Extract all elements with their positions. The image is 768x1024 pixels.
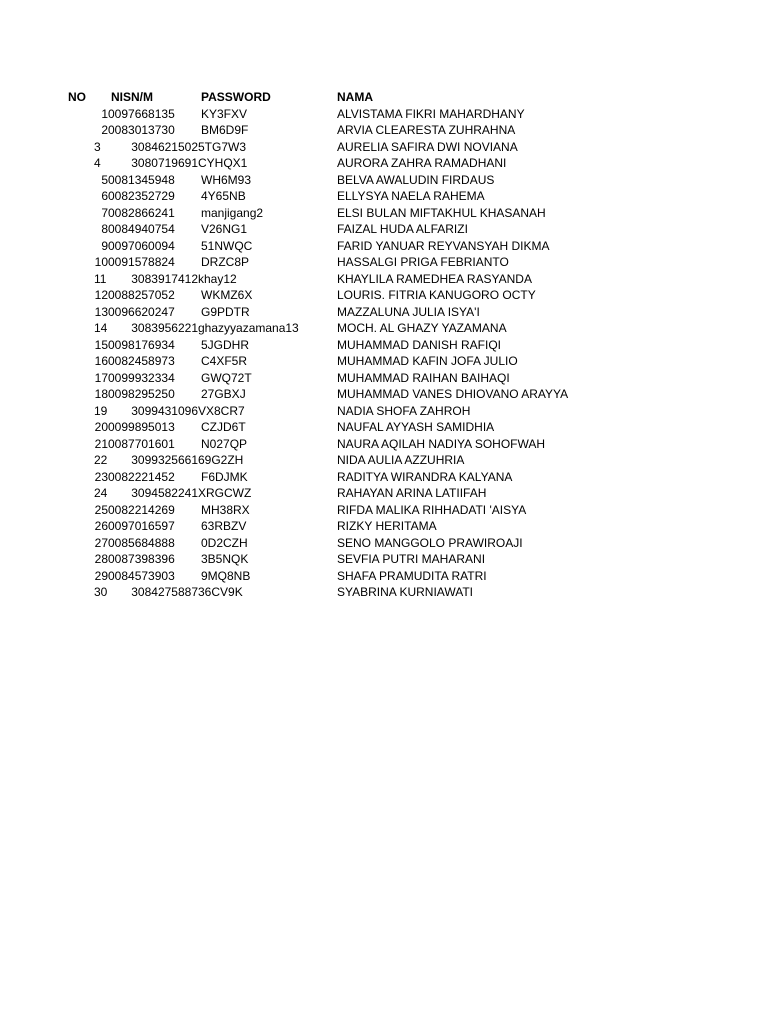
cell-password: V26NG1 xyxy=(201,222,248,236)
cell-nama: SHAFA PRAMUDITA RATRI xyxy=(337,568,487,583)
cell-password: 63RBZV xyxy=(201,519,247,533)
cell-nisn: 3084275887 xyxy=(131,585,198,599)
table-row xyxy=(0,304,768,321)
cell-nama: NADIA SHOFA ZAHROH xyxy=(337,403,471,418)
cell-nama: NIDA AULIA AZZUHRIA xyxy=(337,453,465,467)
cell-no: 8 xyxy=(101,222,108,236)
cell-password: GWQ72T xyxy=(201,370,252,385)
table-row xyxy=(0,172,768,189)
cell-no: 30 xyxy=(94,585,108,599)
cell-password: 5TG7W3 xyxy=(198,139,247,154)
cell-nama: SEVFIA PUTRI MAHARANI xyxy=(337,552,486,566)
cell-password: 0D2CZH xyxy=(201,535,248,550)
cell-nisn: 3094582241 xyxy=(131,486,198,500)
cell-password: XRGCWZ xyxy=(198,486,252,500)
cell-nisn: 0082221452 xyxy=(108,469,175,484)
cell-no: 2 xyxy=(101,123,108,137)
cell-no: 15 xyxy=(94,337,108,352)
cell-nisn: 0099932334 xyxy=(108,370,175,385)
cell-nisn: 0091578824 xyxy=(108,255,175,269)
cell-no: 24 xyxy=(94,486,108,500)
cell-password: CYHQX1 xyxy=(198,156,248,170)
cell-nisn: 0085684888 xyxy=(108,535,175,550)
cell-nisn: 0082866241 xyxy=(108,205,175,220)
cell-password: 4Y65NB xyxy=(201,189,246,203)
cell-nama: FARID YANUAR REYVANSYAH DIKMA xyxy=(337,238,550,253)
cell-no: 5 xyxy=(101,172,108,187)
cell-no: 6 xyxy=(101,189,108,203)
cell-nisn: 3084621502 xyxy=(131,139,198,154)
student-table xyxy=(0,89,768,601)
cell-no: 28 xyxy=(94,552,108,566)
cell-nama: SENO MANGGOLO PRAWIROAJI xyxy=(337,535,523,550)
table-row xyxy=(0,436,768,453)
cell-nisn: 0087398396 xyxy=(108,552,175,566)
table-row xyxy=(0,271,768,288)
cell-no: 11 xyxy=(94,271,107,286)
cell-no: 3 xyxy=(94,139,101,154)
cell-nama: RAHAYAN ARINA LATIIFAH xyxy=(337,486,487,500)
cell-nisn: 0096620247 xyxy=(108,304,175,319)
cell-nama: RADITYA WIRANDRA KALYANA xyxy=(337,469,513,484)
cell-password: manjigang2 xyxy=(201,205,264,220)
cell-nisn: 0088257052 xyxy=(108,288,175,302)
cell-nama: MUHAMMAD VANES DHIOVANO ARAYYA xyxy=(337,387,569,401)
cell-nama: MUHAMMAD KAFIN JOFA JULIO xyxy=(337,354,518,368)
table-row xyxy=(0,584,768,601)
cell-nisn: 3099325661 xyxy=(131,453,198,467)
cell-nama: MOCH. AL GHAZY YAZAMANA xyxy=(337,321,507,335)
cell-no: 4 xyxy=(94,156,101,170)
cell-nama: NAURA AQILAH NADIYA SOHOFWAH xyxy=(337,436,546,451)
cell-no: 23 xyxy=(94,469,108,484)
cell-nama: ELLYSYA NAELA RAHEMA xyxy=(337,189,485,203)
cell-password: C4XF5R xyxy=(201,354,248,368)
table-row xyxy=(0,353,768,370)
table-row xyxy=(0,238,768,255)
table-row xyxy=(0,122,768,139)
cell-nisn: 3083917412 xyxy=(131,271,198,286)
cell-password: KY3FXV xyxy=(201,106,248,121)
cell-nama: ALVISTAMA FIKRI MAHARDHANY xyxy=(337,106,525,121)
cell-nisn: 0084573903 xyxy=(108,568,175,583)
table-row xyxy=(0,419,768,436)
cell-password: ghazyyazamana13 xyxy=(198,321,299,335)
cell-nisn: 0084940754 xyxy=(108,222,175,236)
table-body xyxy=(0,106,768,601)
cell-password: khay12 xyxy=(198,271,237,286)
cell-password: G9PDTR xyxy=(201,304,250,319)
cell-nama: RIFDA MALIKA RIHHADATI 'AISYA xyxy=(337,502,527,517)
header-nisn: NISN/M xyxy=(111,90,153,104)
cell-nisn: 0098295250 xyxy=(108,387,175,401)
cell-no: 21 xyxy=(94,436,108,451)
cell-no: 26 xyxy=(94,519,108,533)
cell-nisn: 3080719691 xyxy=(131,156,198,170)
cell-nisn: 3083956221 xyxy=(131,321,198,335)
cell-no: 20 xyxy=(94,420,108,434)
cell-no: 12 xyxy=(94,288,108,302)
cell-no: 25 xyxy=(94,502,108,517)
cell-no: 16 xyxy=(94,354,108,368)
table-row xyxy=(0,452,768,469)
cell-password: DRZC8P xyxy=(201,255,250,269)
cell-nama: NAUFAL AYYASH SAMIDHIA xyxy=(337,420,495,434)
cell-password: BM6D9F xyxy=(201,123,249,137)
cell-nama: MAZZALUNA JULIA ISYA'I xyxy=(337,304,480,319)
cell-nama: FAIZAL HUDA ALFARIZI xyxy=(337,222,468,236)
cell-nama: AURELIA SAFIRA DWI NOVIANA xyxy=(337,139,518,154)
cell-nisn: 0082352729 xyxy=(108,189,175,203)
cell-no: 9 xyxy=(101,238,108,253)
table-row xyxy=(0,106,768,123)
cell-no: 27 xyxy=(94,535,108,550)
table-row xyxy=(0,551,768,568)
cell-password: CZJD6T xyxy=(201,420,246,434)
cell-no: 7 xyxy=(101,205,108,220)
cell-nisn: 0082458973 xyxy=(108,354,175,368)
cell-password: MH38RX xyxy=(201,502,250,517)
cell-nisn: 0087701601 xyxy=(108,436,175,451)
cell-no: 13 xyxy=(94,304,108,319)
cell-nama: RIZKY HERITAMA xyxy=(337,519,437,533)
cell-password: 9MQ8NB xyxy=(201,568,251,583)
cell-password: WH6M93 xyxy=(201,172,252,187)
cell-password: N027QP xyxy=(201,436,248,451)
cell-password: 5JGDHR xyxy=(201,337,250,352)
cell-nama: ELSI BULAN MIFTAKHUL KHASANAH xyxy=(337,205,546,220)
cell-no: 19 xyxy=(94,403,108,418)
table-row xyxy=(0,205,768,222)
table-row xyxy=(0,469,768,486)
cell-nama: MUHAMMAD DANISH RAFIQI xyxy=(337,337,502,352)
cell-nama: MUHAMMAD RAIHAN BAIHAQI xyxy=(337,370,510,385)
table-row xyxy=(0,139,768,156)
cell-nama: LOURIS. FITRIA KANUGORO OCTY xyxy=(337,288,536,302)
cell-password: 36CV9K xyxy=(198,585,243,599)
cell-password: 69G2ZH xyxy=(198,453,244,467)
table-row xyxy=(0,254,768,271)
table-header xyxy=(0,89,768,106)
table-row xyxy=(0,287,768,304)
cell-no: 10 xyxy=(94,255,108,269)
cell-nisn: 0097060094 xyxy=(108,238,175,253)
cell-nisn: 0098176934 xyxy=(108,337,175,352)
header-password: PASSWORD xyxy=(201,90,271,104)
table-row xyxy=(0,568,768,585)
cell-no: 18 xyxy=(94,387,108,401)
cell-no: 1 xyxy=(101,106,108,121)
table-row xyxy=(0,370,768,387)
cell-password: 3B5NQK xyxy=(201,552,249,566)
cell-nama: ARVIA CLEARESTA ZUHRAHNA xyxy=(337,123,516,137)
cell-password: F6DJMK xyxy=(201,469,248,484)
cell-no: 22 xyxy=(94,453,108,467)
cell-password: 27GBXJ xyxy=(201,387,246,401)
table-row xyxy=(0,403,768,420)
table-row xyxy=(0,386,768,403)
cell-no: 29 xyxy=(94,568,108,583)
cell-nama: BELVA AWALUDIN FIRDAUS xyxy=(337,172,495,187)
header-nama: NAMA xyxy=(337,90,373,104)
cell-nama: SYABRINA KURNIAWATI xyxy=(337,585,474,599)
table-row xyxy=(0,155,768,172)
cell-nama: AURORA ZAHRA RAMADHANI xyxy=(337,156,507,170)
cell-nisn: 0097016597 xyxy=(108,519,175,533)
cell-nisn: 0097668135 xyxy=(108,106,175,121)
table-row xyxy=(0,188,768,205)
cell-nama: KHAYLILA RAMEDHEA RASYANDA xyxy=(337,271,532,286)
table-row xyxy=(0,221,768,238)
table-row xyxy=(0,320,768,337)
cell-nama: HASSALGI PRIGA FEBRIANTO xyxy=(337,255,509,269)
cell-nisn: 0099895013 xyxy=(108,420,175,434)
table-row xyxy=(0,502,768,519)
cell-password: VX8CR7 xyxy=(198,403,245,418)
cell-no: 14 xyxy=(94,321,108,335)
cell-nisn: 0081345948 xyxy=(108,172,175,187)
cell-no: 17 xyxy=(94,370,108,385)
header-no: NO xyxy=(68,90,86,104)
table-row xyxy=(0,518,768,535)
cell-nisn: 3099431096 xyxy=(131,403,198,418)
cell-nisn: 0083013730 xyxy=(108,123,175,137)
table-row xyxy=(0,337,768,354)
table-row xyxy=(0,485,768,502)
cell-password: 51NWQC xyxy=(201,238,253,253)
table-row xyxy=(0,535,768,552)
cell-password: WKMZ6X xyxy=(201,288,253,302)
cell-nisn: 0082214269 xyxy=(108,502,175,517)
